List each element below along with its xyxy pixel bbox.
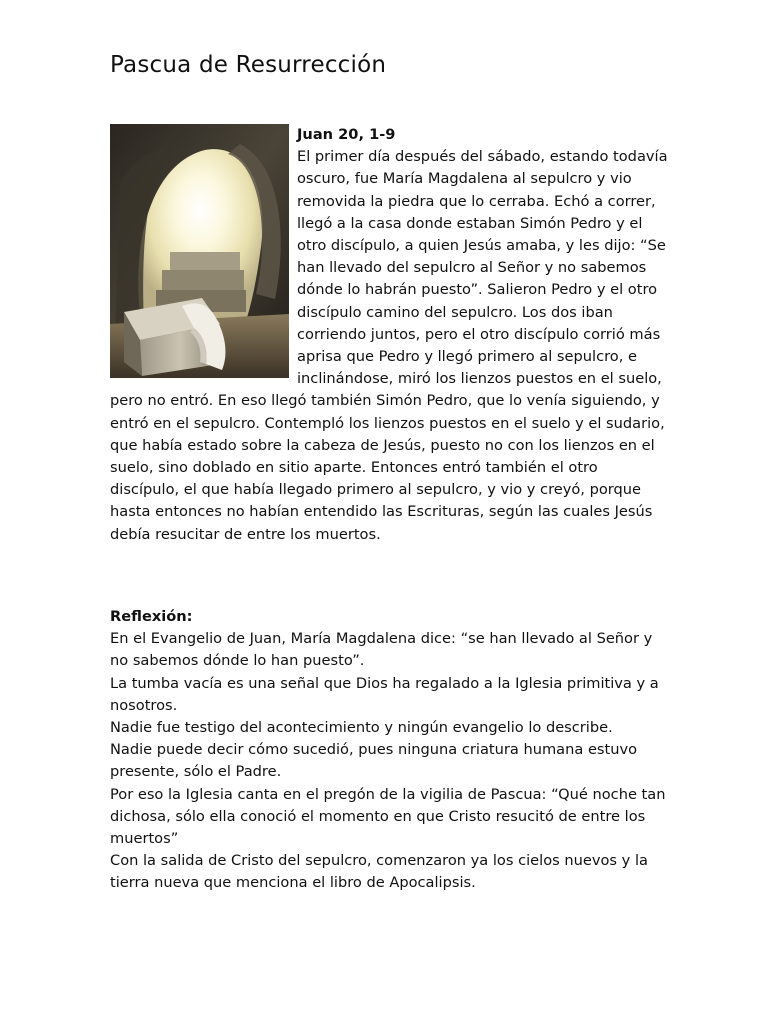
reflection-paragraph: Nadie fue testigo del acontecimiento y ningún evangelio lo describe. (110, 719, 613, 737)
gospel-text: El primer día después del sábado, estando todavía oscuro, fue María Magdalena al sepulcro y vio removida la piedra que lo cerraba. Echó a correr, llegó a la casa donde estaban Simón Pedro y el otro discípulo, a quien Jesús amaba, y les dijo: “Se han llevado del sepulcro al Señor y no sabemos dónde lo habrán puesto”. Salieron Pedro y el otro discípulo camino del sepulcro. Los dos iban corriendo juntos, pero el otro discípulo corrió más aprisa que Pedro y llegó primero al sepulcro, e inclinándose, miró los lienzos puestos en el suelo, pero no entró. En eso llegó también Simón Pedro, que lo venía siguiendo, y entró en el sepulcro. Contempló los lienzos puestos en el suelo y el sudario, que había estado sobre la cabeza de Jesús, puesto no con los lienzos en el suelo, sino doblado en sitio aparte. Entonces entró también el otro discípulo, el que había llegado primero al sepulcro, y vio y creyó, porque hasta entonces no habían entendido las Escrituras, según las cuales Jesús debía resucitar de entre los muertos. (110, 148, 668, 543)
reflection-paragraph: Por eso la Iglesia canta en el pregón de la vigilia de Pascua: “Qué noche tan dichosa, sólo ella conoció el momento en que Cristo resucitó de entre los muertos” (110, 785, 666, 848)
reflection-heading: Reflexión: (110, 608, 193, 625)
reflection-paragraph: Nadie puede decir cómo sucedió, pues ninguna criatura humana estuvo presente, sólo el Padre. (110, 741, 638, 781)
reflection-section (110, 606, 670, 895)
reflection-paragraph: La tumba vacía es una señal que Dios ha regalado a la Iglesia primitiva y a nosotros. (110, 674, 659, 714)
empty-tomb-illustration (110, 124, 289, 378)
gospel-section (110, 124, 670, 546)
reflection-paragraph: Con la salida de Cristo del sepulcro, comenzaron ya los cielos nuevos y la tierra nueva que menciona el libro de Apocalipsis. (110, 852, 648, 892)
gospel-reference: Juan 20, 1-9 (297, 126, 396, 143)
page-title: Pascua de Resurrección (110, 52, 387, 78)
reflection-paragraph: En el Evangelio de Juan, María Magdalena dice: “se han llevado al Señor y no sabemos dónde lo han puesto”. (110, 630, 653, 670)
